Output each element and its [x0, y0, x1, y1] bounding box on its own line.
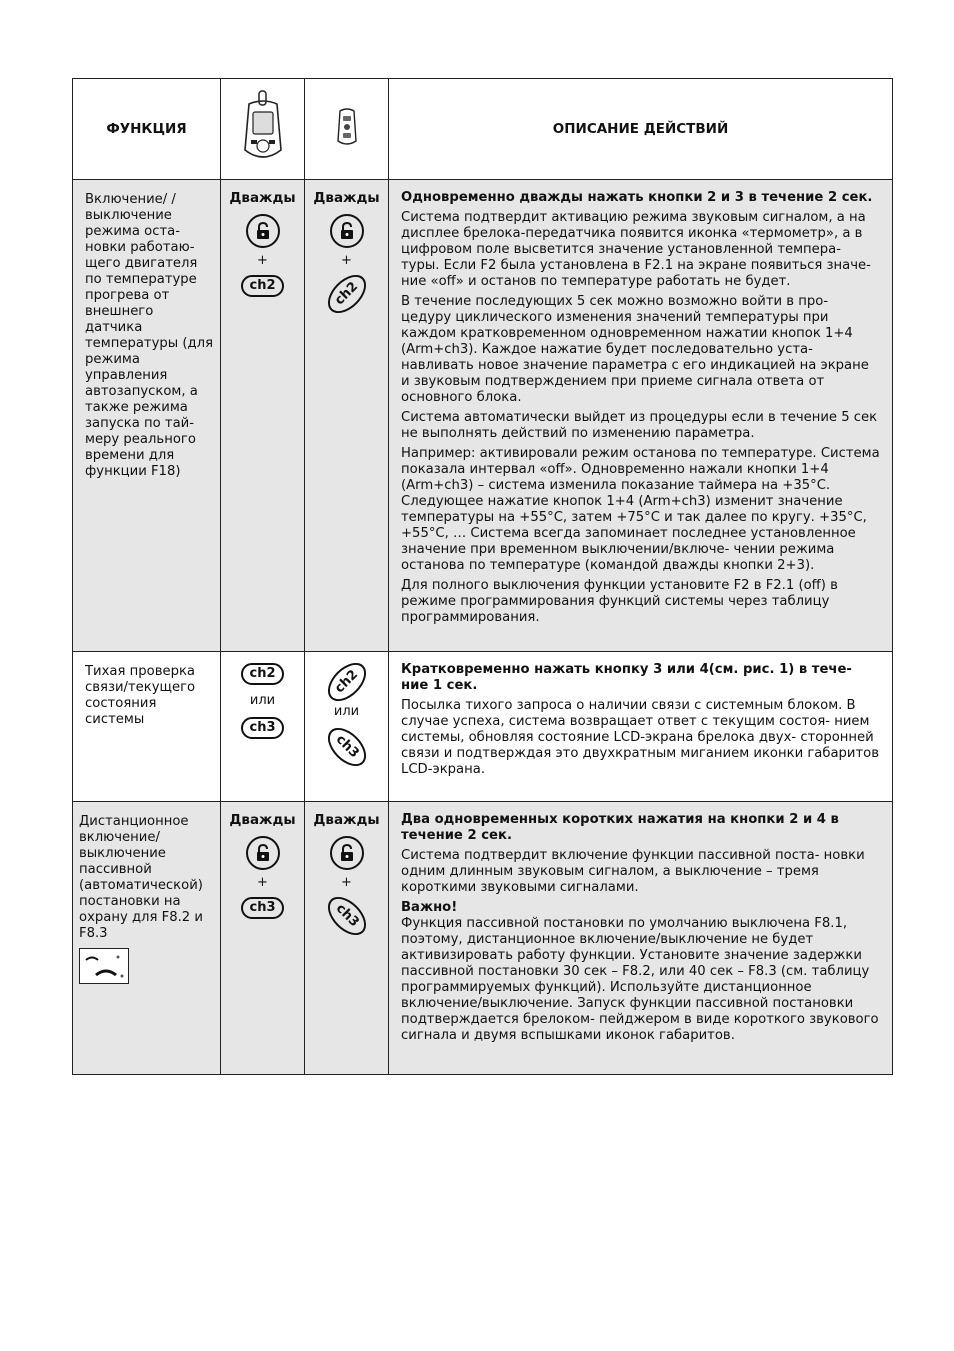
- lock-button-icon: [246, 836, 280, 870]
- lock-button-icon: [330, 836, 364, 870]
- functions-table: [72, 78, 893, 1075]
- ch3-button-icon: ch3: [320, 721, 372, 773]
- twice-label: Дважды: [229, 812, 296, 828]
- remote2-action: [304, 652, 388, 801]
- function-name: Дистанционное включение/ выключение пассивной (автоматической) постановки на охрану для F8.2 и F8.3: [79, 814, 203, 941]
- ch2-button-icon: ch2: [241, 275, 283, 297]
- lock-button-icon: [246, 214, 280, 248]
- description-paragraph: Функция пассивной постановки по умолчанию выключена F8.1, поэтому, дистанционное включение/выключение не будет активизировать работу функции. Установите значение задержки пассивной постановки 30 сек – F8.2, или 40 сек – F8.3 (см. таблицу программируемых функций). Используйте дистанционное включение/выключение. Запуск функции пассивной постановки подтверждается брелоком- пейджером в виде короткого звукового сигнала и двумя вспышками иконок габаритов.: [401, 916, 879, 1043]
- plus-sign: +: [341, 253, 352, 268]
- description: [388, 802, 892, 1074]
- function-name: Тихая проверка связи/текущего состояния системы: [85, 664, 196, 727]
- ch2-button-icon: ch2: [320, 656, 372, 708]
- description-paragraph: Например: активировали режим останова по температуре. Система показала интервал «off». Одновременно нажали кнопки 1+4 (Arm+ch3) – система изменила показание таймера на +35°C. Следующее нажатие кнопок 1+4 (Arm+ch3) изменит значение температуры на +55°C, затем +75°C и так далее по кругу. +35°C, +55°C, … Система всегда запоминает последнее установленное значение при временном выключении/включе- чении режима останова по температуре (командой дважды кнопки 2+3).: [401, 446, 880, 573]
- description-title: Кратковременно нажать кнопку 3 или 4(см. рис. 1) в тече- ние 1 сек.: [401, 662, 852, 693]
- keyfob-remote-icon: [336, 107, 358, 151]
- remote2-action: [304, 802, 388, 1074]
- header-remote-keyfob: [304, 79, 388, 179]
- header-description: ОПИСАНИЕ ДЕЙСТВИЙ: [388, 79, 892, 179]
- ch3-button-icon: ch3: [241, 717, 283, 739]
- plus-sign: +: [257, 875, 268, 890]
- remote1-action: [220, 802, 304, 1074]
- ch3-button-icon: ch3: [320, 890, 372, 942]
- description-paragraph: Система подтвердит включение функции пассивной поста- новки одним длинным звуковым сигналом, а выключение – тремя короткими звуковыми сигналами.: [401, 848, 865, 895]
- table-row: [73, 651, 892, 801]
- function-name: Включение/ /выключение режима оста- новки работаю- щего двигателя по температуре прогрева от внешнего датчика температуры (для режима управления автозапуском, а также режима запуска по тай- меру реального времени для функции F18): [85, 192, 214, 479]
- table-row: [73, 801, 892, 1074]
- remote1-action: [220, 652, 304, 801]
- description-paragraph: Для полного выключения функции установите F2 в F2.1 (off) в режиме программирования функций системы через таблицу программирования.: [401, 578, 838, 625]
- description: [388, 180, 892, 651]
- description-title: Одновременно дважды нажать кнопки 2 и 3 в течение 2 сек.: [401, 190, 873, 205]
- table-row: [73, 179, 892, 651]
- description-paragraph: Система подтвердит активацию режима звуковым сигналом, а на дисплее брелока-передатчика появится иконка «термометр», а в цифровом поле высветится значение установленной темпера- туры. Если F2 была установлена в F2.1 на экране появиться значе- ние «off» и останов по температуре работать не будет.: [401, 210, 871, 289]
- lock-button-icon: [330, 214, 364, 248]
- plus-sign: +: [257, 253, 268, 268]
- header-function: ФУНКЦИЯ: [106, 121, 187, 137]
- important-label: Важно!: [401, 900, 458, 915]
- header-remote-lcd: [220, 79, 304, 179]
- remote2-action: [304, 180, 388, 651]
- description-paragraph: Система автоматически выйдет из процедуры если в течение 5 сек не выполнять действий по изменению параметра.: [401, 410, 878, 441]
- twice-label: Дважды: [313, 812, 380, 828]
- lcd-pager-remote-icon: [241, 90, 285, 168]
- twice-label: Дважды: [313, 190, 380, 206]
- or-label: или: [333, 704, 360, 719]
- plus-sign: +: [341, 875, 352, 890]
- description-paragraph: Посылка тихого запроса о наличии связи с системным блоком. В случае успеха, система возвращает ответ с текущим состоя- нием системы, обновляя состояние LCD-экрана брелока двух- сторонней связи и подтверждая это двухкратным миганием иконки габаритов LCD-экрана.: [401, 698, 880, 777]
- lcd-indicator-icon: [79, 948, 129, 984]
- description-title: Два одновременных коротких нажатия на кнопки 2 и 4 в течение 2 сек.: [401, 812, 839, 843]
- twice-label: Дважды: [229, 190, 296, 206]
- ch3-button-icon: ch3: [241, 897, 283, 919]
- description-paragraph: В течение последующих 5 сек можно возможно войти в про- цедуру циклического изменения значений температуры при каждом кратковременном одновременном нажатии кнопок 1+4 (Arm+ch3). Каждое нажатие будет последовательно уста- навливать новое значение параметра с его индикацией на экране и звуковым подтверждением при приеме сигнала ответа от основного блока.: [401, 294, 869, 405]
- function-cell: [73, 802, 220, 1074]
- or-label: или: [249, 693, 276, 708]
- remote1-action: [220, 180, 304, 651]
- ch2-button-icon: ch2: [320, 268, 372, 320]
- table-header-row: [73, 79, 892, 179]
- description: [388, 652, 892, 801]
- ch2-button-icon: ch2: [241, 663, 283, 685]
